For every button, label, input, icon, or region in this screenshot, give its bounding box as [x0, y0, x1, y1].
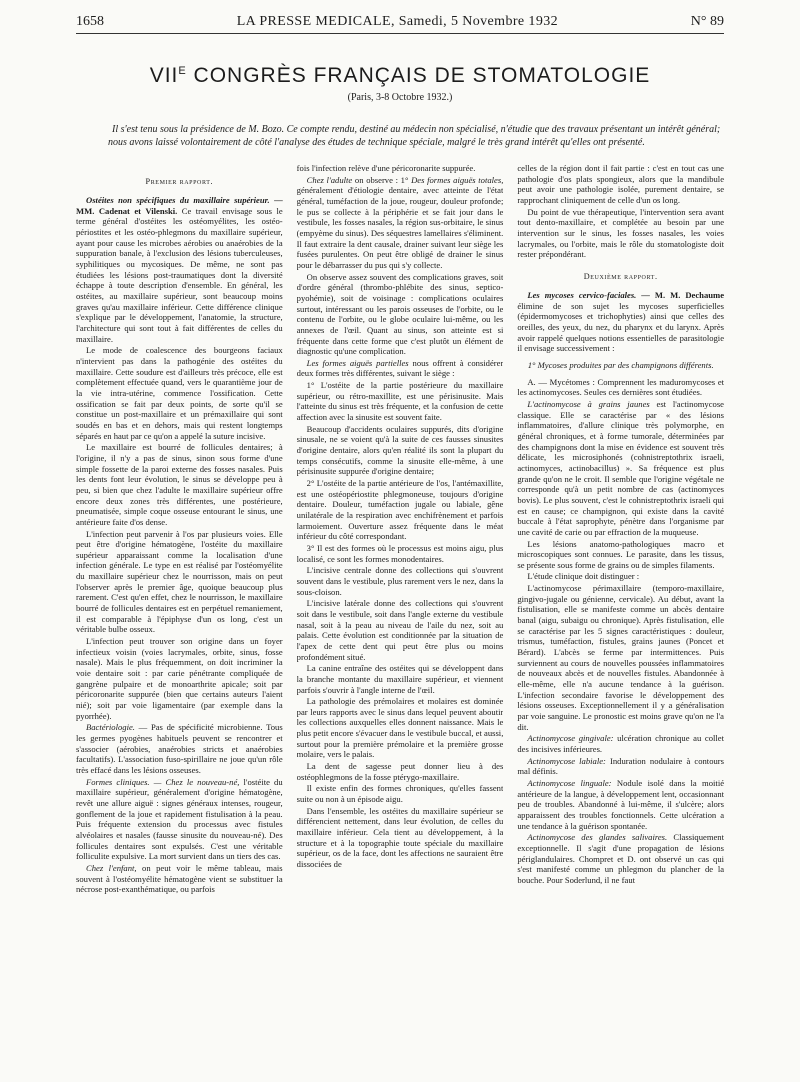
section-heading: Premier rapport.: [145, 177, 214, 186]
paragraph: On observe assez souvent des complications graves, soit d'ordre général (thrombo-phlébite des sinus, septico-pyohémie), soit de voisinage : complications oculaires surtout, intéressant ou les parois osseuses de l'orbite, ou le contenu de l'orbite, ou le globe oculaire lui-même, ou les annexes de l'œil. Quant au sinus, son atteinte est si fréquente dans cette forme que c'est plutôt un élément de diagnostic qu'une complication.: [296, 271, 504, 357]
paragraph: [517, 756, 724, 777]
paragraph: 2° L'ostéite de la partie antérieure de l'os, l'antémaxillite, est une ostéopériostite phlegmoneuse, toujours d'origine dentaire. Douleur, tuméfaction jugale ou labiale, gêne unilatérale de la respiration avec enchifrènement et parfois larmoiement. Ouverture assez fréquente dans le méat inférieur du côté correspondant.: [296, 478, 504, 542]
inline-label: Chez l'adulte: [306, 174, 353, 185]
congress-subtitle: (Paris, 3-8 Octobre 1932.): [347, 92, 453, 103]
paragraph: La canine entraîne des ostéites qui se développent dans la branche montante du maxillaire supérieur, et viennent parfois s'ouvrir à l'angle interne de l'œil.: [296, 663, 504, 695]
inline-label: Actinomycose linguale:: [527, 777, 612, 788]
paragraph: 3° Il est des formes où le processus est moins aigu, plus localisé, ce sont les formes monodentaires.: [296, 542, 504, 564]
text: Ce travail envisage sous le terme général d'ostéites les ostéomyélites, les ostéo-périostites et les ostéo-phlegmons du maxillaire supérieur, ayant pour cause les microbes aérobies ou anaérobies de la suppuration banale, à l'exclusion des lésions tuberculeuses, syphilitiques ou mycosiques. De même, ne sont pas étudiées les lésions post-traumatiques dont la diversité échappe à toute description d'ensemble. En général, les ostéites, au maxillaire supérieur, sont beaucoup moins graves qu'au maxillaire inférieur. Cette différence clinique s'explique par le développement, l'anatomie, la structure, l'architecture qui sont tout à fait différentes de celles du maxillaire.: [76, 205, 283, 344]
column-2: [297, 163, 504, 1068]
inline-label: Actinomycose des glandes salivaires.: [527, 832, 668, 843]
paragraph: L'infection peut parvenir à l'os par plusieurs voies. Elle peut être d'origine hématogène, l'ostéite du maxillaire supérieur apparaissant comme la localisation d'une infection générale. Le type en est réalisé par l'ostéomyélite du maxillaire supérieur chez le nourrisson, mais on peut l'observer après le premier âge, quoique beaucoup plus rarement. C'est qu'en effet, chez le nourrisson, le maxillaire bourré de follicules dentaires est en perpétuel remaniement, il est comparable à l'épiphyse d'un os long, c'est un véritable bulbe osseux.: [76, 528, 283, 635]
title-block: [76, 64, 724, 103]
paragraph: 1° L'ostéite de la partie postérieure du maxillaire supérieur, ou rétro-maxillite, est une périsinusite. Mais l'atteinte du sinus est très fréquente, et la confusion de cette affection avec la sinusite est souvent faite.: [296, 380, 504, 423]
paragraph: L'actinomycose périmaxillaire (temporo-maxillaire, gingivo-jugale ou génienne, cervicale). Au début, avant la fistulisation, elle se manifeste comme un abcès dentaire banal (aigu, subaigu ou chronique). Après fistulisation, elle se caractérise par les 5 signes caractéristiques : douleur, trismus, tuméfaction, fistules, grains jaunes (Poncet et Bérard). L'abcès se ferme par intermittences. Puis surviennent au cours de nouvelles poussées inflammatoires de nouveaux abcès et de nouvelles fistules. Abandonnée à elle-même, elle n'a aucune tendance à la guérison. L'infection secondaire favorise le développement des lésions osseuses. Exceptionnellement il y a généralisation par voie sanguine. Le pronostic est moins grave qu'on ne l'a dit.: [517, 583, 724, 732]
publication-line: LA PRESSE MEDICALE, Samedi, 5 Novembre 1932: [236, 14, 559, 29]
page-header: [76, 14, 724, 34]
paragraph: Le maxillaire est bourré de follicules dentaires; à l'origine, il n'y a pas de sinus, sinon sous forme d'une simple fossette de la paroi externe des fosses nasales. Puis les dents font leur évolution, le sinus se développe peu à peu, si bien que chez l'adulte le maxillaire supérieur offre encore deux zones très différentes, une postérieure, pneumatisée, simple coque osseuse entourant le sinus, une antérieure faite d'os dense.: [76, 442, 283, 527]
text: nous offrent à considérer deux formes très différentes, suivant le siège :: [296, 357, 504, 379]
inline-label: Les formes aiguës partielles: [306, 357, 409, 368]
text: Induration nodulaire à contours mal définis.: [517, 755, 724, 777]
paragraph: Il existe enfin des formes chroniques, qu'elles fassent suite ou non à un épisode aigu.: [296, 783, 504, 805]
paragraph: L'incisive latérale donne des collections qui s'ouvrent soit dans le vestibule, soit dans l'angle externe du vestibule nasal, soit à la peau au niveau de l'aile du nez, soit au palais. Cette évolution est conditionnée par la situation de l'apex de cette dent qui peut être plus ou moins profondément situé.: [296, 598, 504, 662]
paragraph: [297, 358, 504, 379]
text: on observe : 1°: [352, 174, 412, 185]
paragraph: La pathologie des prémolaires et molaires est dominée par leurs rapports avec le sinus dans lequel peuvent aboutir les collections auxquelles elles donnent naissance. Mais le plus petit encore s'évacuer dans le vestibule buccal, et aussi, surtout pour la première prémolaire et la première grosse molaire, vers le palais.: [296, 696, 504, 760]
paragraph: Du point de vue thérapeutique, l'intervention sera avant tout dento-maxillaire, et complétée au besoin par une intervention sur le sinus, les fosses nasales, les voies lacrymales, ou l'orbite, mais le rôle du stomatologiste doit rester prépondérant.: [517, 206, 724, 260]
intro-paragraph: Il s'est tenu sous la présidence de M. Bozo. Ce compte rendu, destiné au médecin non spécialisé, n'étudie que des travaux présentant un intérêt général; nous avons laissé volontairement de côté l'analyse des études de technique spéciale, malgré le très grand intérêt qu'elles ont présenté.: [108, 124, 721, 148]
authors: — M. M. Dechaume: [636, 290, 724, 301]
text: est l'actinomycose classique. Elle se caractérise par « des lésions inflammatoires, d'allure clinique très polymorphe, en général chroniques, et à forme tumorale, déterminées par des champignons dont la mise en évidence est souvent très délicate, les microsiphonés (cohnistreptothrix israeli, actinomyces, actinobacillus) ». Sa fréquence est plus grande qu'on ne le croit. Il semble que l'origine végétale ne corresponde qu'à un petit nombre de cas (actinomyces bovis). Le plus souvent, c'est le cohnistreptothrix israeli qui est en cause; ce champignon, qui existe dans la cavité buccale à l'état saprophyte, pénètre dans l'organisme par une cavité de carie ou par effraction de la muqueuse.: [517, 398, 724, 537]
paragraph: Beaucoup d'accidents oculaires suppurés, dits d'origine sinusale, ne se voient qu'à la suite de ces fausses sinusites d'origine dentaire, alors qu'en réalité ils sont la plupart du temps consécutifs, comme la sinusite elle-même, à une périsinusite suppurée d'origine dentaire;: [296, 423, 504, 477]
text: élimine de son sujet les mycoses superficielles (épidermomycoses et trichophyties) ainsi que celles des oreilles, des yeux, du nez, du pharynx et du larynx. Après avoir rappelé quelques notions essentielles de parasitologie il envisage successivement :: [517, 300, 724, 354]
inline-label: Actinomycose labiale:: [527, 755, 606, 766]
paragraph: [517, 290, 724, 354]
lead-title: Ostéites non spécifiques du maxillaire supérieur.: [86, 195, 270, 206]
congress-ordinal: E: [178, 65, 187, 77]
paragraph: celles de la région dont il fait partie : c'est en tout cas une pathologie d'os plats spongieux, alors que la mandibule peut avoir une pathologie isolée, purement dentaire, se rapprochant cliniquement de celle d'un os long.: [517, 163, 724, 205]
paragraph: [76, 722, 283, 775]
inline-label: Bactériologie.: [86, 722, 135, 733]
text: Classiquement exceptionnelle. Il s'agit d'une propagation de lésions périglandulaires. Chompret et D. ont observé un cas qui s'est manifesté comme un phlegmon du plancher de la bouche. Pour Soderlund, il ne faut: [517, 832, 724, 885]
inline-label: Chez l'enfant,: [86, 862, 137, 873]
text: généralement d'étiologie dentaire, avec atteinte de l'état général, tuméfaction de la joue, rougeur, douleur profonde; le pus se collecte à la périphérie et se fait jour dans le vestibule, les fosses nasales, la région sus-orbitaire, le sinus (empyème du sinus). Des séquestres lamellaires s'éliminent. Il faut extraire la dent causale, drainer suivant leur siège les fusées purulentes. On peut être obligé de drainer le sinus pour le débarrasser du pus qui s'y collecte.: [296, 185, 504, 270]
section-heading: Deuxième rapport.: [583, 271, 658, 281]
text: — Pas de spécificité microbienne. Tous les germes pyogènes habituels peuvent se rencontrer et s'associer (aérobies, anaérobies stricts et anaérobies facultatifs). L'association fuso-spirillaire ne joue qu'un rôle très effacé dans les lésions osseuses.: [76, 722, 283, 775]
congress-title: [76, 64, 724, 88]
authors: — MM. Cadenat et Vilenski.: [76, 195, 283, 216]
paragraph: [517, 778, 724, 831]
inline-label: Formes cliniques. — Chez le nouveau-né,: [86, 776, 240, 787]
subheading: 1° Mycoses produites par des champignons différents.: [527, 360, 714, 371]
paragraph: Dans l'ensemble, les ostéites du maxillaire supérieur se différencient nettement, dans leur évolution, de celles du maxillaire inférieur. Cela tient au développement, à la structure et à la topographie toute spéciale du maxillaire supérieur, os de la face, dont les affections ne sauraient être dissociées de: [296, 805, 504, 869]
inline-label: L'actinomycose à grains jaunes: [527, 398, 650, 409]
paragraph: L'incisive centrale donne des collections qui s'ouvrent souvent dans le vestibule, plus rarement vers le nez, dans la sous-cloison.: [296, 565, 504, 597]
page-number: 1658: [76, 14, 104, 29]
paragraph: Le mode de coalescence des bourgeons faciaux n'intervient pas dans la pathogénie des ostéites du maxillaire. Cette soudure est d'ailleurs très précoce, elle est complètement effectuée quand, vers le quarantième jour de la vie intra-utérine, commence l'ossification. Cette ossification se fait par deux points, de sorte qu'il se constitue un post-maxillaire et un prémaxillaire qui sont soudés en bas et en dehors, mais qui restent longtemps séparés en haut par ce qu'on a appelé la suture incisive.: [76, 345, 283, 441]
congress-number: VII: [149, 64, 179, 87]
article-columns: [76, 163, 724, 1068]
paragraph: [517, 733, 724, 754]
paragraph: La dent de sagesse peut donner lieu à des ostéophlegmons de la fosse ptérygo-maxillaire.: [296, 761, 504, 782]
paragraph: [517, 399, 724, 538]
issue-number: N° 89: [690, 14, 724, 29]
paragraph: Les lésions anatomo-pathologiques macro et microscopiques sont connues. Le parasite, dans les tissus, se présente sous forme de grains ou de simples filaments.: [517, 538, 724, 570]
text: ulcération chronique au collet des incisives inférieures.: [517, 733, 724, 754]
paragraph: [76, 777, 283, 862]
paragraph: [76, 863, 283, 895]
text: on peut voir le même tableau, mais souvent à l'ostéomyélite hématogène vient se substituer la nécrose post-exanthématique, ou parfois: [76, 862, 283, 895]
text: Nodule isolé dans la moitié antérieure de la langue, à développement lent, occasionnant peu de troubles. Abandonné à lui-même, il s'ulcère; alors apparaissent des troubles fonctionnels. Cette ulcération a une tendance à la guérison spontanée.: [517, 777, 724, 831]
paragraph: L'étude clinique doit distinguer :: [527, 571, 640, 582]
text: l'ostéite du maxillaire supérieur, généralement d'origine hématogène, revêt une allure aiguë : signes généraux intenses, rougeur, gonflement de la joue et rapidement fistulisation à la peau. Puis fréquente extension du processus avec fistules alvéolaires et nasales (fausse sinusite du nouveau-né). Des follicules dentaires sont expulsés. C'est une véritable folliculite expulsive. La mort survient dans un tiers des cas.: [76, 776, 283, 862]
paragraph: [76, 195, 283, 344]
inline-label: Des formes aiguës totales,: [411, 174, 504, 185]
paragraph: L'infection peut trouver son origine dans un foyer infectieux voisin (voies lacrymales, orbite, sinus, fosse nasale). Mais le plus fréquemment, on doit incriminer la voie dentaire soit : par carie pénétrante compliquée de gangrène pulpaire et de monoarthrite apicale; soit par péricoronarite suppurée (bien que certains auteurs l'aient nié); soit par voie ligamentaire (par exemple dans la pyorrhée).: [76, 636, 283, 721]
lead-title: Les mycoses cervico-faciales.: [527, 290, 637, 301]
paragraph: [517, 832, 724, 885]
inline-label: Actinomycose gingivale:: [527, 733, 614, 744]
paragraph: A. — Mycétomes : Comprennent les maduromycoses et les actinomycoses. Seules ces dernières sont étudiées.: [517, 376, 724, 398]
column-3: [517, 163, 724, 1068]
paragraph: fois l'infection relève d'une péricoronarite suppurée.: [296, 163, 476, 173]
paragraph: [297, 175, 504, 271]
column-1: [76, 163, 283, 1068]
congress-name: CONGRÈS FRANÇAIS DE STOMATOLOGIE: [186, 64, 651, 87]
